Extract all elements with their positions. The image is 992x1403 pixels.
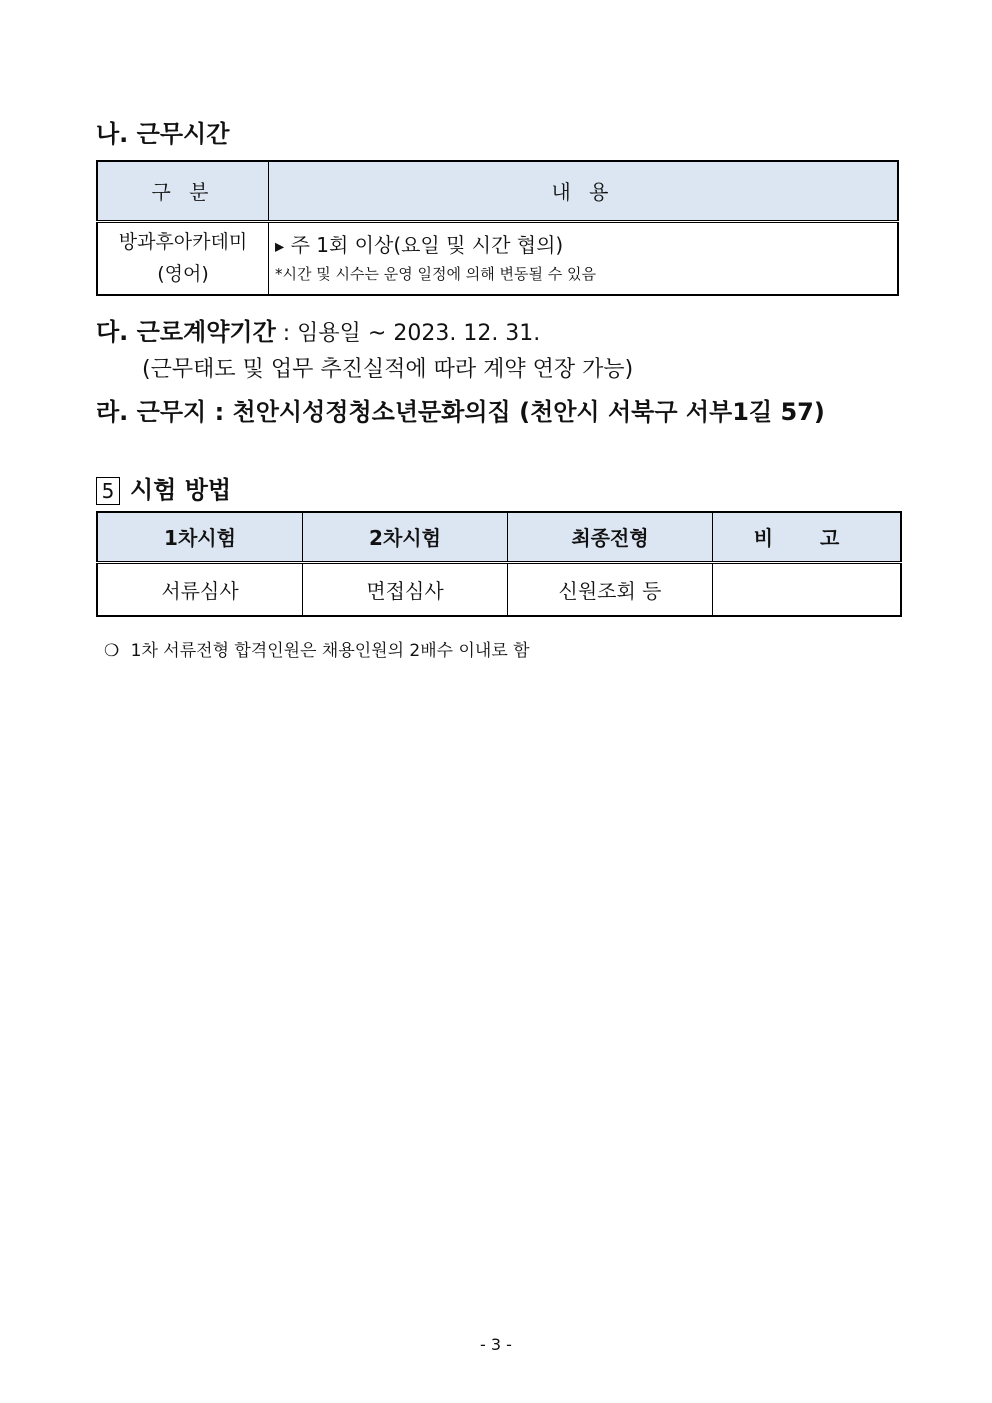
workplace-label: 라. 근무지 <box>96 398 207 426</box>
header-second-exam: 2차시험 <box>303 512 508 562</box>
header-content: 내 용 <box>269 161 899 221</box>
section-heading-exam-method <box>96 470 231 505</box>
header-first-exam: 1차시험 <box>97 512 303 562</box>
workplace-value: 천안시성정청소년문화의집 (천안시 서북구 서부1길 57) <box>232 398 825 426</box>
exam-note <box>104 636 530 661</box>
contract-period-label: 다. 근로계약기간 <box>96 318 276 346</box>
contract-period-line <box>96 312 540 347</box>
exam-table <box>96 511 902 617</box>
value-second-exam: 면접심사 <box>303 562 508 616</box>
section-exam-title: 시험 방법 <box>130 476 232 504</box>
contract-period-value: 임용일 ~ 2023. 12. 31. <box>297 321 541 346</box>
contract-period-note: (근무태도 및 업무 추진실적에 따라 계약 연장 가능) <box>142 357 634 382</box>
contract-period-sep: : <box>275 321 298 346</box>
value-remarks <box>713 562 902 616</box>
page-number: - 3 - <box>480 1335 512 1354</box>
circle-bullet-icon: ❍ <box>104 641 120 661</box>
workplace-line <box>96 392 825 427</box>
value-first-exam: 서류심사 <box>97 562 303 616</box>
header-final-screening: 최종전형 <box>508 512 713 562</box>
header-remarks: 비 고 <box>713 512 902 562</box>
work-hours-table <box>96 160 899 296</box>
content-note: *시간 및 시수는 운영 일정에 의해 변동될 수 있음 <box>275 265 596 283</box>
header-category: 구 분 <box>97 161 269 221</box>
category-cell <box>97 221 269 295</box>
workplace-sep: : <box>206 398 233 426</box>
category-sub: (영어) <box>157 263 209 286</box>
triangle-bullet-icon: ▶ <box>275 239 285 253</box>
section-number-box: 5 <box>96 477 120 505</box>
category-name: 방과후아카데미 <box>118 231 248 254</box>
exam-note-text: 1차 서류전형 합격인원은 채용인원의 2배수 이내로 함 <box>130 641 530 661</box>
content-cell <box>269 221 899 295</box>
section-heading-work-hours: 나. 근무시간 <box>96 120 230 148</box>
content-main: 주 1회 이상(요일 및 시간 협의) <box>290 232 564 257</box>
value-final-screening: 신원조회 등 <box>508 562 713 616</box>
